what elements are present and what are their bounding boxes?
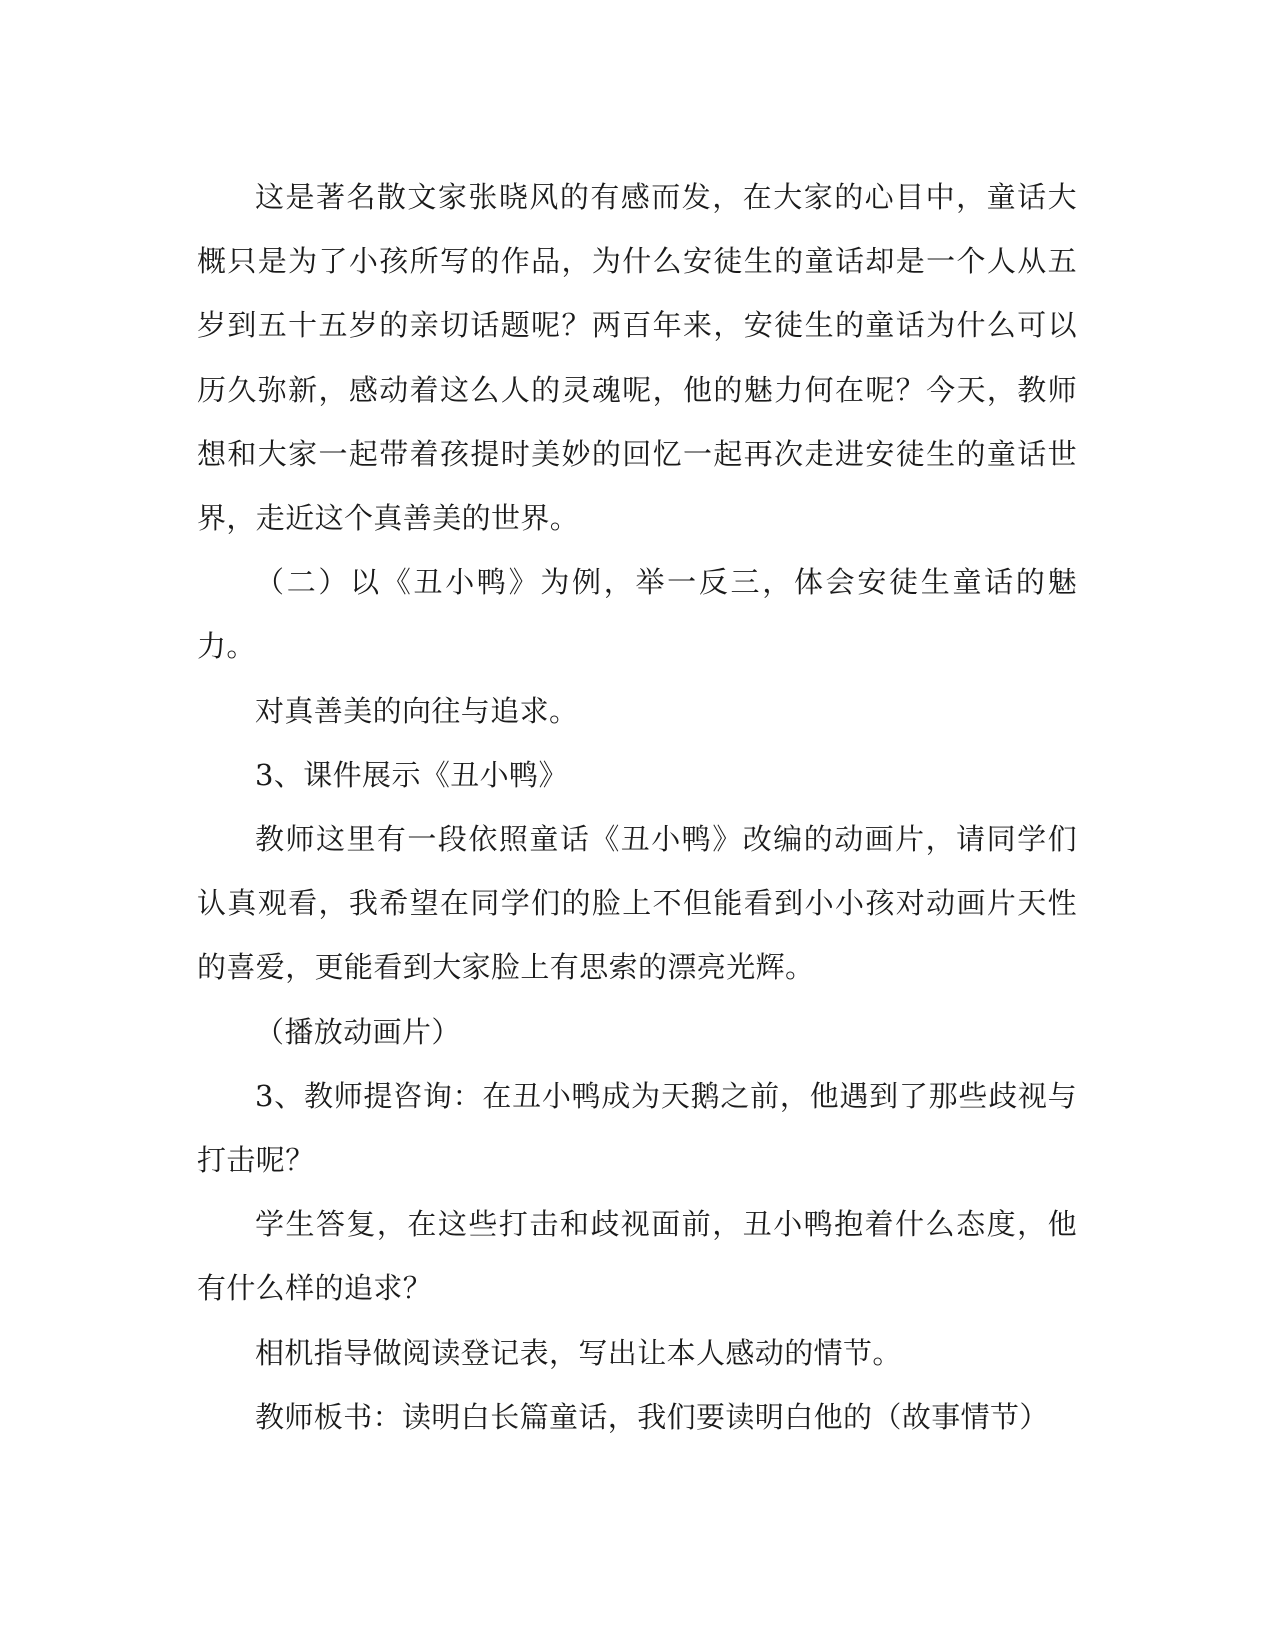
document-body bbox=[197, 165, 1077, 1449]
paragraph-courseware-heading: 3、课件展示《丑小鸭》 bbox=[255, 757, 568, 792]
paragraph-blackboard: 教师板书：读明白长篇童话，我们要读明白他的（故事情节） bbox=[255, 1399, 1049, 1434]
paragraph-theme: 对真善美的向往与追求。 bbox=[255, 693, 579, 728]
paragraph-play-animation: （播放动画片） bbox=[255, 1014, 461, 1049]
paragraph-animation-intro: 教师这里有一段依照童话《丑小鸭》改编的动画片，请同学们认真观看，我希望在同学们的脸上不但能看到小小孩对动画片天性的喜爱，更能看到大家脸上有思索的漂亮光辉。 bbox=[197, 822, 1077, 985]
paragraph-reading-form: 相机指导做阅读登记表，写出让本人感动的情节。 bbox=[255, 1335, 902, 1370]
paragraph-section-two-heading: （二）以《丑小鸭》为例，举一反三，体会安徒生童话的魅力。 bbox=[197, 565, 1077, 664]
paragraph-student-answer: 学生答复，在这些打击和歧视面前，丑小鸭抱着什么态度，他有什么样的追求？ bbox=[197, 1207, 1077, 1306]
paragraph-teacher-question: 3、教师提咨询：在丑小鸭成为天鹅之前，他遇到了那些歧视与打击呢？ bbox=[197, 1078, 1077, 1178]
paragraph-intro: 这是著名散文家张晓风的有感而发，在大家的心目中，童话大概只是为了小孩所写的作品，为什么安徒生的童话却是一个人从五岁到五十五岁的亲切话题呢？两百年来，安徒生的童话为什么可以历久弥新，感动着这么人的灵魂呢，他的魅力何在呢？今天，教师想和大家一起带着孩提时美妙的回忆一起再次走进安徒生的童话世界，走近这个真善美的世界。 bbox=[197, 180, 1077, 536]
